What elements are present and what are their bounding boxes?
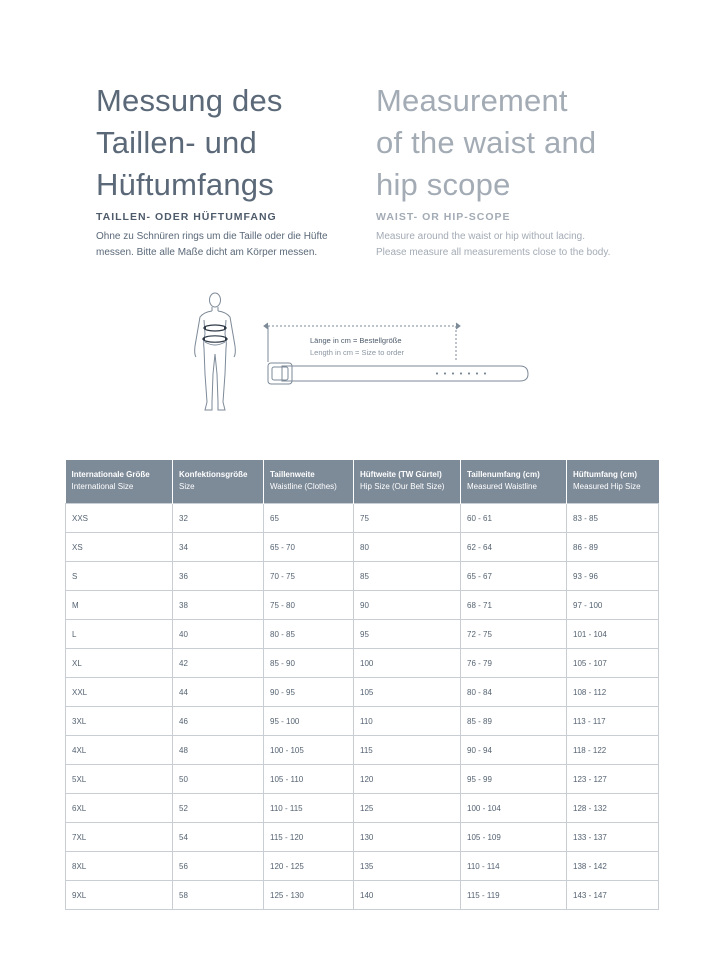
table-cell: 56	[173, 852, 264, 881]
table-cell: 85	[354, 562, 461, 591]
table-cell: 48	[173, 736, 264, 765]
table-row	[66, 736, 659, 765]
table-cell: 90 - 94	[461, 736, 567, 765]
table-cell: 68 - 71	[461, 591, 567, 620]
table-cell: 80 - 85	[264, 620, 354, 649]
heading-german	[96, 80, 356, 206]
column-header-de: Konfektionsgröße	[179, 470, 248, 479]
table-cell: 120	[354, 765, 461, 794]
column-header-en: Hip Size (Our Belt Size)	[360, 481, 445, 491]
body-measurement-illustration	[188, 292, 248, 417]
table-cell: 140	[354, 881, 461, 910]
column-header	[66, 460, 173, 504]
table-row	[66, 678, 659, 707]
table-cell: 72 - 75	[461, 620, 567, 649]
heading-german-line: Messung des	[96, 83, 283, 118]
belt-length-label-english: Length in cm = Size to order	[310, 348, 405, 357]
column-header-en: Waistline (Clothes)	[270, 481, 337, 491]
table-cell: 110 - 115	[264, 794, 354, 823]
table-cell: 75 - 80	[264, 591, 354, 620]
table-cell: 97 - 100	[567, 591, 659, 620]
table-cell: 135	[354, 852, 461, 881]
table-cell: 101 - 104	[567, 620, 659, 649]
table-cell: 38	[173, 591, 264, 620]
table-cell: 75	[354, 504, 461, 533]
table-cell: 115 - 120	[264, 823, 354, 852]
column-header	[264, 460, 354, 504]
table-cell: 115 - 119	[461, 881, 567, 910]
table-cell: 42	[173, 649, 264, 678]
column-header-en: International Size	[71, 481, 134, 491]
column-header	[354, 460, 461, 504]
table-cell: XL	[66, 649, 173, 678]
table-cell: 90	[354, 591, 461, 620]
table-cell: 123 - 127	[567, 765, 659, 794]
description-german-line: messen. Bitte alle Maße dicht am Körper messen.	[96, 246, 318, 258]
table-row	[66, 794, 659, 823]
table-body	[66, 504, 659, 910]
heading-english	[376, 80, 676, 206]
table-cell: M	[66, 591, 173, 620]
table-cell: 143 - 147	[567, 881, 659, 910]
heading-german-line: Hüftumfangs	[96, 167, 274, 202]
table-cell: 65	[264, 504, 354, 533]
table-cell: 46	[173, 707, 264, 736]
table-cell: 100 - 104	[461, 794, 567, 823]
column-header	[461, 460, 567, 504]
table-cell: 105 - 107	[567, 649, 659, 678]
table-row	[66, 881, 659, 910]
column-header-de: Taillenumfang (cm)	[467, 470, 540, 479]
table-cell: 100 - 105	[264, 736, 354, 765]
heading-english-line: hip scope	[376, 167, 511, 202]
table-cell: 85 - 89	[461, 707, 567, 736]
table-cell: 100	[354, 649, 461, 678]
table-row	[66, 649, 659, 678]
table-cell: 90 - 95	[264, 678, 354, 707]
column-header	[567, 460, 659, 504]
table-row	[66, 823, 659, 852]
table-cell: 85 - 90	[264, 649, 354, 678]
table-cell: 36	[173, 562, 264, 591]
table-cell: 34	[173, 533, 264, 562]
column-header-en: Measured Waistline	[467, 481, 537, 491]
table-cell: 7XL	[66, 823, 173, 852]
heading-english-line: Measurement	[376, 83, 568, 118]
description-english	[376, 229, 676, 260]
table-cell: 113 - 117	[567, 707, 659, 736]
table-row	[66, 504, 659, 533]
table-cell: 8XL	[66, 852, 173, 881]
table-cell: L	[66, 620, 173, 649]
table-cell: 76 - 79	[461, 649, 567, 678]
table-cell: 4XL	[66, 736, 173, 765]
table-cell: 32	[173, 504, 264, 533]
size-chart-table	[65, 460, 659, 910]
table-cell: 44	[173, 678, 264, 707]
table-cell: 52	[173, 794, 264, 823]
table-cell: 86 - 89	[567, 533, 659, 562]
table-row	[66, 620, 659, 649]
heading-english-line: of the waist and	[376, 125, 597, 160]
column-header-de: Internationale Größe	[71, 470, 150, 479]
table-cell: 130	[354, 823, 461, 852]
column-header-de: Hüftumfang (cm)	[573, 470, 637, 479]
table-row	[66, 852, 659, 881]
table-header-row	[66, 460, 659, 504]
table-cell: 65 - 70	[264, 533, 354, 562]
table-cell: 108 - 112	[567, 678, 659, 707]
table-cell: 80 - 84	[461, 678, 567, 707]
table-cell: 128 - 132	[567, 794, 659, 823]
table-cell: 105 - 110	[264, 765, 354, 794]
table-cell: 120 - 125	[264, 852, 354, 881]
table-cell: XXS	[66, 504, 173, 533]
table-row	[66, 562, 659, 591]
column-header	[173, 460, 264, 504]
column-header-en: Size	[179, 481, 195, 491]
table-cell: 133 - 137	[567, 823, 659, 852]
table-row	[66, 591, 659, 620]
table-cell: XXL	[66, 678, 173, 707]
table-cell: 138 - 142	[567, 852, 659, 881]
table-row	[66, 707, 659, 736]
table-cell: 70 - 75	[264, 562, 354, 591]
table-cell: 125	[354, 794, 461, 823]
table-cell: 95	[354, 620, 461, 649]
subheading-german: TAILLEN- ODER HÜFTUMFANG	[96, 211, 277, 223]
description-english-line: Measure around the waist or hip without lacing.	[376, 231, 586, 242]
table-cell: 110 - 114	[461, 852, 567, 881]
table-cell: 54	[173, 823, 264, 852]
description-german	[96, 229, 366, 260]
table-row	[66, 533, 659, 562]
description-english-line: Please measure all measurements close to the body.	[376, 246, 611, 258]
table-cell: 62 - 64	[461, 533, 567, 562]
table-cell: 6XL	[66, 794, 173, 823]
heading-german-line: Taillen- und	[96, 125, 257, 160]
table-cell: 105 - 109	[461, 823, 567, 852]
table-cell: 83 - 85	[567, 504, 659, 533]
table-cell: 93 - 96	[567, 562, 659, 591]
table-cell: 65 - 67	[461, 562, 567, 591]
table-cell: 3XL	[66, 707, 173, 736]
column-header-de: Taillenweite	[270, 470, 315, 479]
table-cell: 115	[354, 736, 461, 765]
column-header-en: Measured Hip Size	[573, 481, 641, 491]
table-cell: 50	[173, 765, 264, 794]
table-cell: 5XL	[66, 765, 173, 794]
subheading-english: WAIST- OR HIP-SCOPE	[376, 211, 511, 223]
description-german-line: Ohne zu Schnüren rings um die Taille oder die Hüfte	[96, 231, 328, 242]
table-cell: XS	[66, 533, 173, 562]
table-cell: 58	[173, 881, 264, 910]
table-cell: 105	[354, 678, 461, 707]
table-row	[66, 765, 659, 794]
table-cell: 110	[354, 707, 461, 736]
table-cell: 125 - 130	[264, 881, 354, 910]
column-header-de: Hüftweite (TW Gürtel)	[360, 470, 442, 479]
table-cell: 95 - 99	[461, 765, 567, 794]
table-cell: 60 - 61	[461, 504, 567, 533]
belt-length-label-german: Länge in cm = Bestellgröße	[310, 336, 402, 345]
table-cell: S	[66, 562, 173, 591]
table-cell: 40	[173, 620, 264, 649]
table-cell: 118 - 122	[567, 736, 659, 765]
table-cell: 9XL	[66, 881, 173, 910]
table-cell: 95 - 100	[264, 707, 354, 736]
table-cell: 80	[354, 533, 461, 562]
